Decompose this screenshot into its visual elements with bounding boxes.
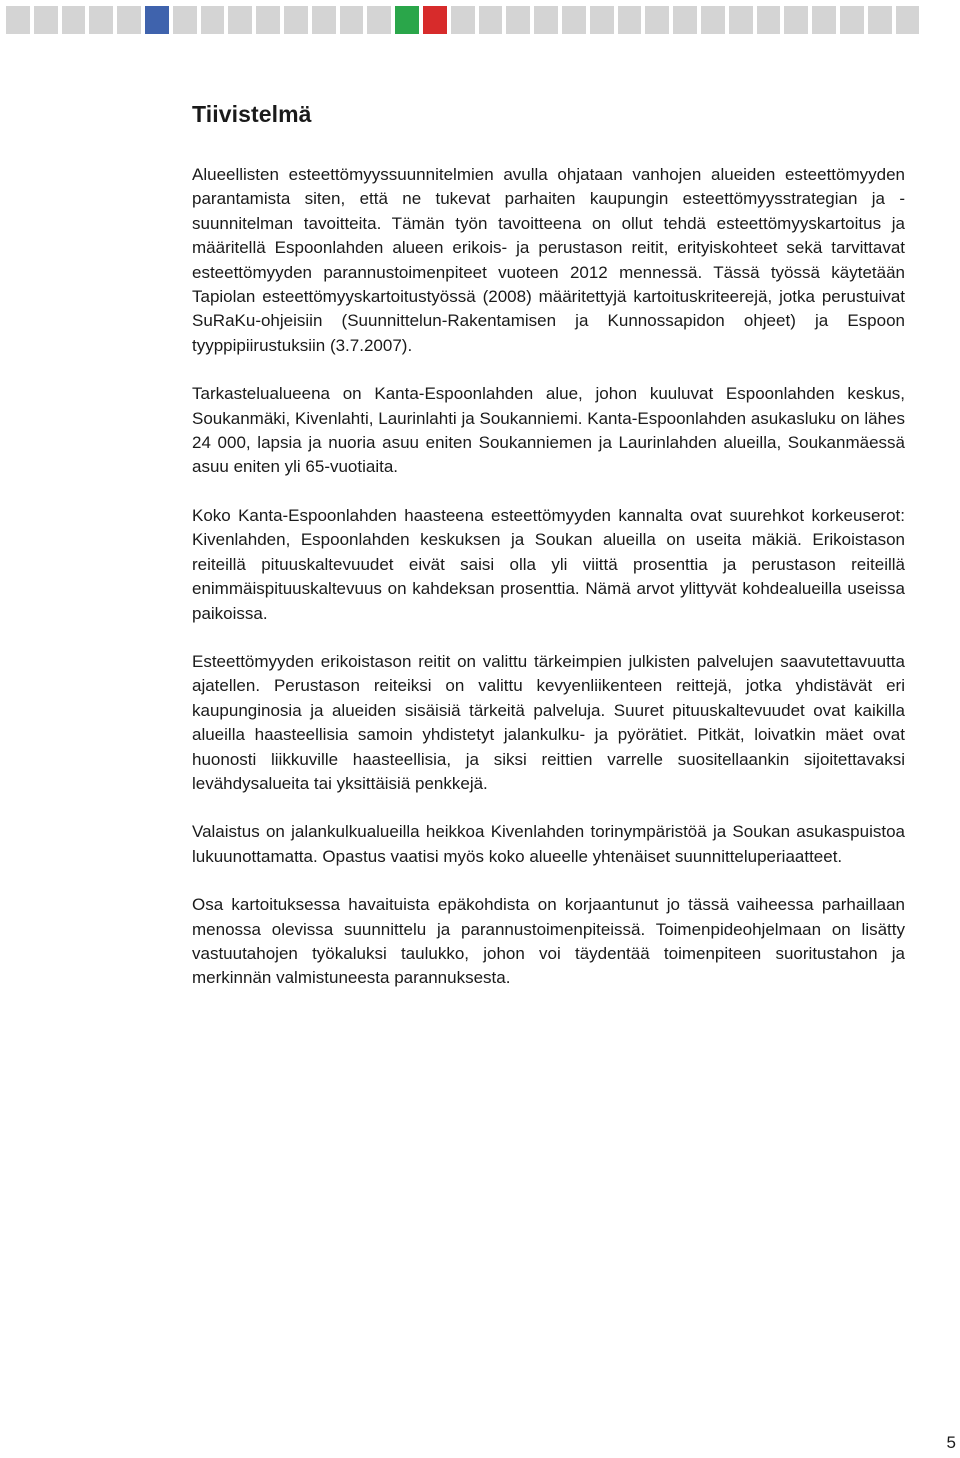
strip-square — [590, 6, 614, 34]
paragraph: Osa kartoituksessa havaituista epäkohdista on korjaantunut jo tässä vaiheessa parhaillaan menossa olevissa suunnittelu ja parannustoimenpiteissä. Toimenpideohjelmaan on lisätty vastuutahojen työkaluksi taulukko, johon voi täydentää toimenpiteen suoritustahon ja merkinnän valmistuneesta parannuksesta. — [192, 895, 905, 988]
strip-square — [117, 6, 141, 34]
strip-square — [701, 6, 725, 34]
body-text — [192, 163, 905, 1015]
strip-square — [757, 6, 781, 34]
paragraph: Esteettömyyden erikoistason reitit on valittu tärkeimpien julkisten palvelujen saavutettavuutta ajatellen. Perustason reiteiksi on valittu kevyenliikenteen reittejä, jotka yhdistävät eri kaupunginosia ja alueiden sisäisiä tärkeitä palveluja. Suuret pituuskaltevuudet ovat kaikilla alueilla haasteellisia samoin yhdistetyt jalankulku- ja pyörätiet. Pitkät, loivatkin mäet ovat huonosti liikkuville haasteellisia, ja siksi reittien varrelle suositellaankin sijoitettavaksi levähdysalueita tai yksittäisiä penkkejä. — [192, 651, 905, 793]
strip-square — [645, 6, 669, 34]
strip-square — [451, 6, 475, 34]
strip-square — [173, 6, 197, 34]
strip-square — [618, 6, 642, 34]
strip-square — [395, 6, 419, 34]
strip-square — [312, 6, 336, 34]
strip-square — [145, 6, 169, 34]
color-strip-header — [6, 6, 906, 34]
strip-square — [367, 6, 391, 34]
strip-square — [506, 6, 530, 34]
strip-square — [284, 6, 308, 34]
strip-square — [812, 6, 836, 34]
strip-square — [423, 6, 447, 34]
strip-square — [89, 6, 113, 34]
strip-square — [256, 6, 280, 34]
strip-square — [840, 6, 864, 34]
strip-square — [34, 6, 58, 34]
strip-square — [6, 6, 30, 34]
strip-square — [479, 6, 503, 34]
strip-square — [562, 6, 586, 34]
strip-square — [729, 6, 753, 34]
strip-square — [534, 6, 558, 34]
strip-square — [228, 6, 252, 34]
strip-square — [201, 6, 225, 34]
paragraph: Koko Kanta-Espoonlahden haasteena esteettömyyden kannalta ovat suurehkot korkeuserot: Kivenlahden, Espoonlahden keskuksen ja Soukan alueilla on useita mäkiä. Erikoistason reiteillä pituuskaltevuudet eivät saisi olla yli viittä prosenttia ja perustason reiteillä enimmäispituuskaltevuus on kahdeksan prosenttia. Nämä arvot ylittyvät kohdealueilla useissa paikoissa. — [192, 505, 905, 623]
page-number: 5 — [946, 1433, 956, 1452]
strip-square — [673, 6, 697, 34]
paragraph: Tarkastelualueena on Kanta-Espoonlahden alue, johon kuuluvat Espoonlahden keskus, Soukanmäki, Kivenlahti, Laurinlahti ja Soukanniemi. Kanta-Espoonlahden asukasluku on lähes 24 000, lapsia ja nuoria asuu eniten Soukanniemen ja Laurinlahden alueilla, Soukanmäessä asuu eniten yli 65-vuotiaita. — [192, 384, 905, 477]
strip-square — [62, 6, 86, 34]
strip-square — [896, 6, 920, 34]
strip-square — [868, 6, 892, 34]
page-title: Tiivistelmä — [192, 101, 312, 127]
paragraph: Alueellisten esteettömyyssuunnitelmien avulla ohjataan vanhojen alueiden esteettömyyden parantamista siten, että ne tukevat parhaiten kaupungin esteettömyysstrategian ja -suunnitelman tavoitteita. Tämän työn tavoitteena on ollut tehdä esteettömyyskartoitus ja määritellä Espoonlahden alueen erikois- ja perustason reitit, erityiskohteet sekä tarvittavat esteettömyyden parannustoimenpiteet vuoteen 2012 mennessä. Tässä työssä käytetään Tapiolan esteettömyyskartoitustyössä (2008) määritettyjä kartoituskriteerejä, jotka perustuivat SuRaKu-ohjeisiin (Suunnittelun-Rakentamisen ja Kunnossapidon ohjeet) ja Espoon tyyppipiirustuksiin (3.7.2007). — [192, 165, 905, 355]
strip-square — [784, 6, 808, 34]
strip-square — [340, 6, 364, 34]
paragraph: Valaistus on jalankulkualueilla heikkoa Kivenlahden torinympäristöä ja Soukan asukaspuistoa lukuunottamatta. Opastus vaatisi myös koko alueelle yhtenäiset suunnitteluperiaatteet. — [192, 822, 905, 866]
